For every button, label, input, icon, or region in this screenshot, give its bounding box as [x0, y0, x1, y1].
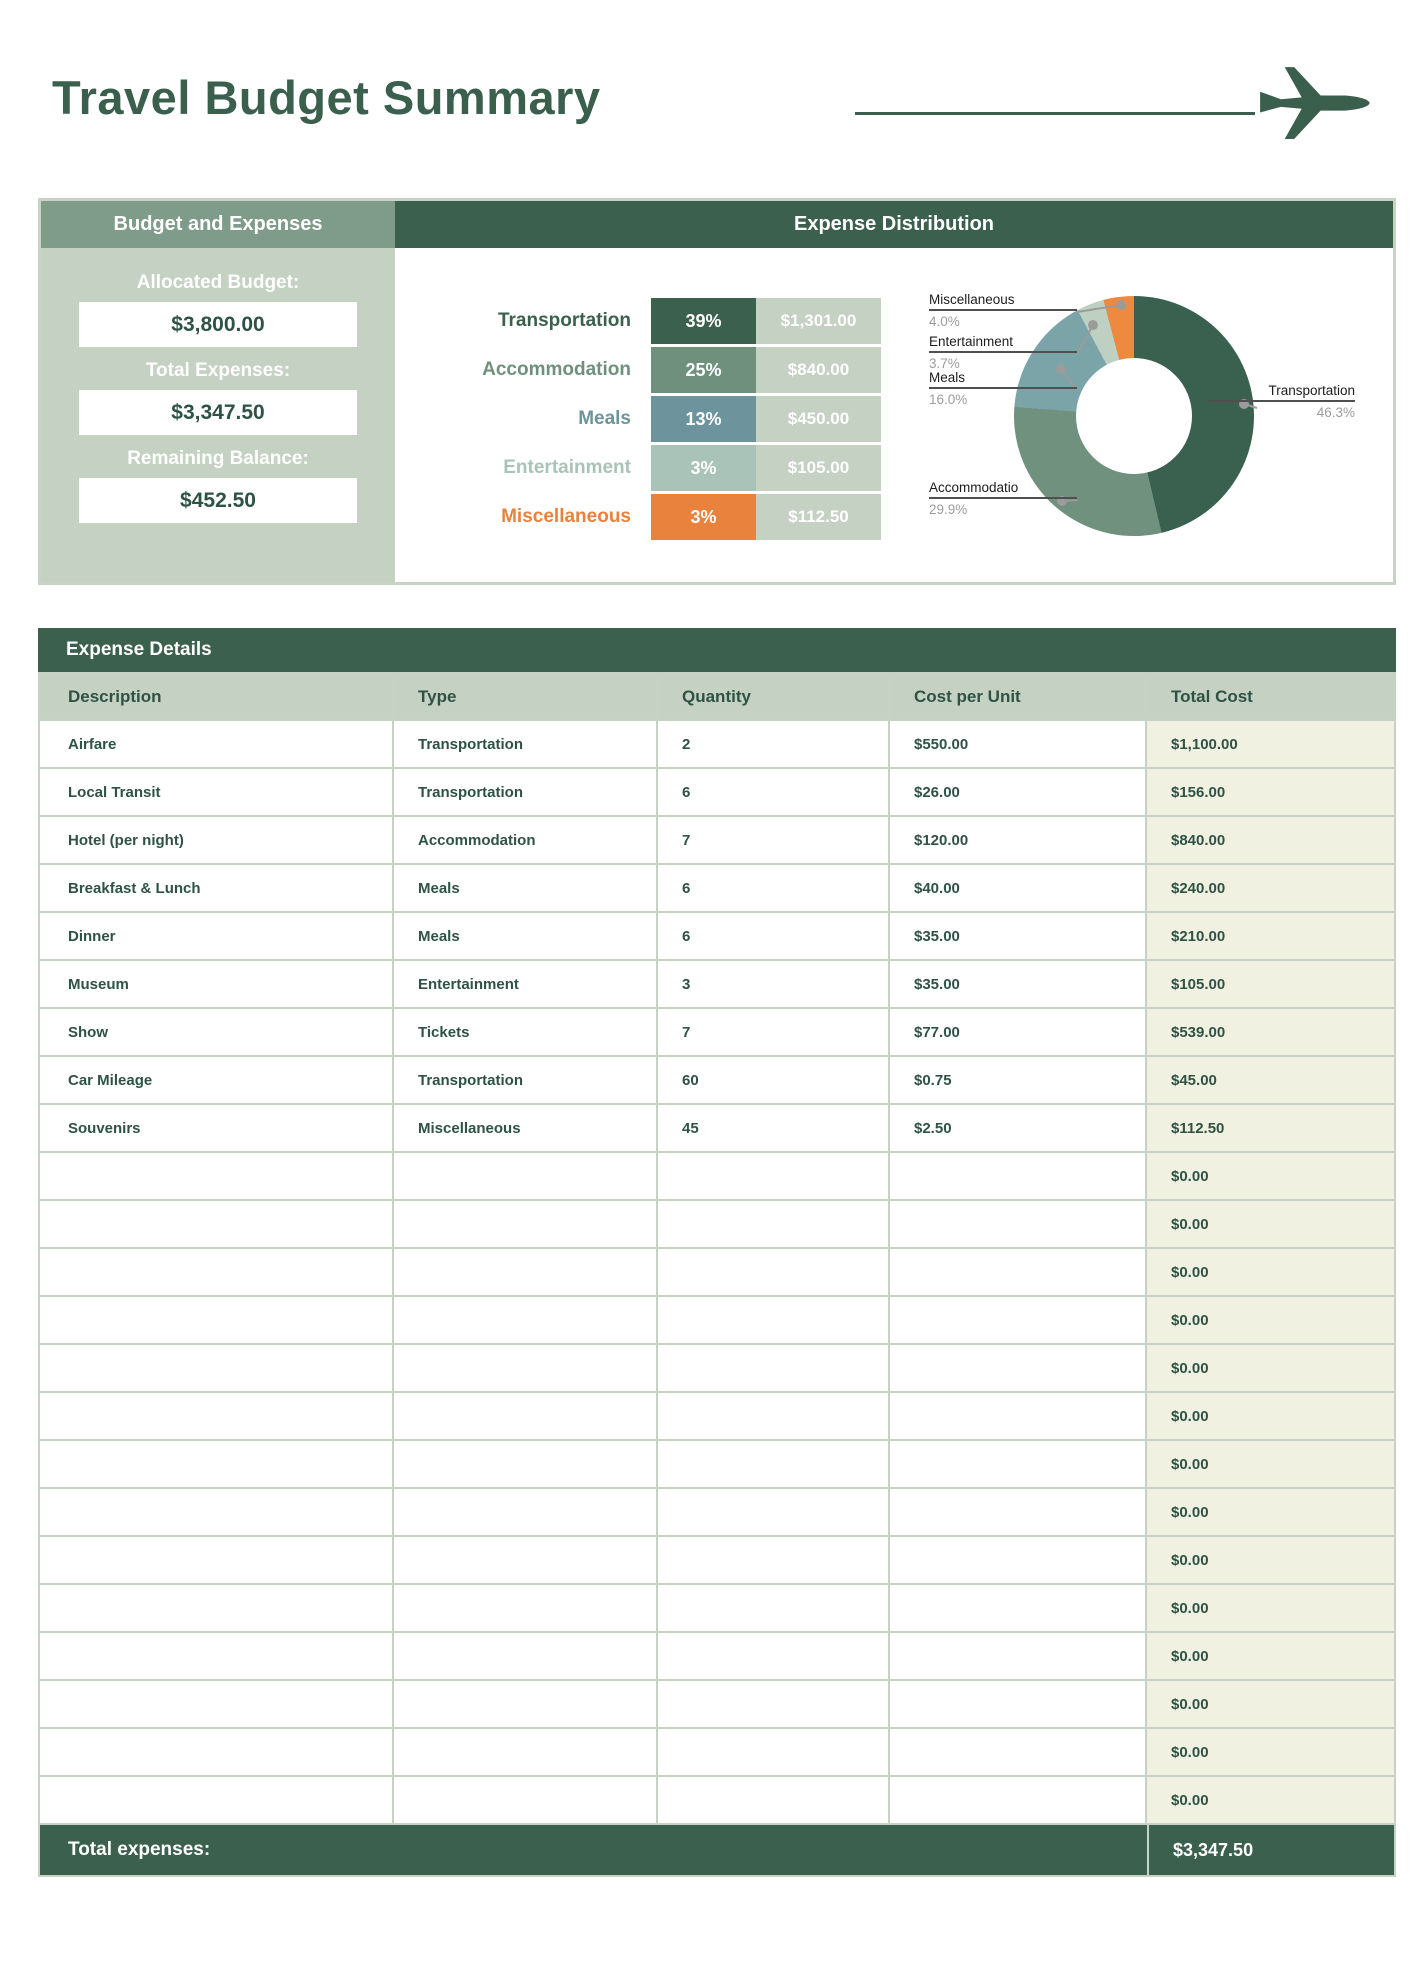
cell-description[interactable] — [40, 1537, 392, 1583]
column-header-total-cost: Total Cost — [1147, 674, 1394, 719]
cell-quantity[interactable] — [658, 1297, 888, 1343]
percent-bar: 25% — [651, 347, 756, 393]
cell-total-cost[interactable]: $210.00 — [1147, 913, 1394, 959]
budget-field-value[interactable]: $3,347.50 — [79, 390, 357, 435]
cell-quantity[interactable] — [658, 1201, 888, 1247]
cell-description[interactable]: Local Transit — [40, 769, 392, 815]
title-divider — [855, 112, 1255, 115]
cell-cost-per-unit[interactable]: $26.00 — [890, 769, 1145, 815]
cell-quantity[interactable]: 60 — [658, 1057, 888, 1103]
column-header-quantity: Quantity — [658, 674, 888, 719]
budget-field — [41, 360, 395, 435]
cell-quantity[interactable]: 2 — [658, 721, 888, 767]
cell-type[interactable] — [394, 1441, 656, 1487]
budget-panel — [41, 201, 395, 582]
cell-cost-per-unit[interactable]: $2.50 — [890, 1105, 1145, 1151]
budget-field — [41, 448, 395, 523]
distribution-row — [395, 445, 881, 491]
budget-panel-title: Budget and Expenses — [41, 201, 395, 248]
total-expenses-value: $3,347.50 — [1147, 1825, 1394, 1875]
expense-table-body — [38, 721, 1396, 1825]
total-row — [38, 1825, 1396, 1877]
donut-hole — [1076, 358, 1192, 474]
cell-type[interactable] — [394, 1489, 656, 1535]
cell-type[interactable]: Transportation — [394, 769, 656, 815]
cell-total-cost[interactable]: $0.00 — [1147, 1297, 1394, 1343]
budget-field-value[interactable]: $452.50 — [79, 478, 357, 523]
cell-type[interactable]: Transportation — [394, 1057, 656, 1103]
cell-description[interactable] — [40, 1153, 392, 1199]
cell-type[interactable] — [394, 1201, 656, 1247]
category-label: Accommodation — [482, 359, 631, 380]
cell-description[interactable] — [40, 1729, 392, 1775]
amount-bar: $1,301.00 — [756, 298, 881, 344]
cell-total-cost[interactable]: $240.00 — [1147, 865, 1394, 911]
cell-type[interactable]: Meals — [394, 865, 656, 911]
cell-quantity[interactable] — [658, 1393, 888, 1439]
budget-field-label: Remaining Balance: — [127, 448, 309, 469]
cell-cost-per-unit[interactable]: $40.00 — [890, 865, 1145, 911]
cell-cost-per-unit[interactable]: $0.75 — [890, 1057, 1145, 1103]
cell-total-cost[interactable]: $0.00 — [1147, 1681, 1394, 1727]
column-header-cost-per-unit: Cost per Unit — [890, 674, 1145, 719]
cell-type[interactable] — [394, 1297, 656, 1343]
cell-description[interactable]: Show — [40, 1009, 392, 1055]
cell-cost-per-unit[interactable] — [890, 1489, 1145, 1535]
cell-total-cost[interactable]: $0.00 — [1147, 1489, 1394, 1535]
cell-cost-per-unit[interactable] — [890, 1585, 1145, 1631]
cell-description[interactable] — [40, 1441, 392, 1487]
cell-total-cost[interactable]: $0.00 — [1147, 1153, 1394, 1199]
cell-quantity[interactable]: 6 — [658, 865, 888, 911]
cell-cost-per-unit[interactable] — [890, 1633, 1145, 1679]
cell-cost-per-unit[interactable]: $35.00 — [890, 961, 1145, 1007]
plane-icon — [1252, 52, 1376, 156]
chart-callout-miscellaneous: Miscellaneous 4.0% — [929, 292, 1077, 329]
distribution-row — [395, 298, 881, 344]
cell-cost-per-unit[interactable] — [890, 1537, 1145, 1583]
cell-description[interactable]: Souvenirs — [40, 1105, 392, 1151]
amount-bar: $840.00 — [756, 347, 881, 393]
cell-total-cost[interactable]: $840.00 — [1147, 817, 1394, 863]
cell-quantity[interactable] — [658, 1345, 888, 1391]
percent-bar: 3% — [651, 445, 756, 491]
cell-cost-per-unit[interactable] — [890, 1777, 1145, 1823]
cell-type[interactable] — [394, 1393, 656, 1439]
cell-quantity[interactable] — [658, 1681, 888, 1727]
cell-type[interactable] — [394, 1777, 656, 1823]
cell-quantity[interactable] — [658, 1777, 888, 1823]
cell-total-cost[interactable]: $0.00 — [1147, 1537, 1394, 1583]
amount-bar: $450.00 — [756, 396, 881, 442]
cell-cost-per-unit[interactable]: $77.00 — [890, 1009, 1145, 1055]
cell-type[interactable] — [394, 1585, 656, 1631]
cell-quantity[interactable]: 6 — [658, 913, 888, 959]
category-label: Meals — [578, 408, 631, 429]
distribution-panel-body — [395, 248, 1393, 582]
expense-table-title: Expense Details — [38, 628, 1396, 672]
cell-cost-per-unit[interactable] — [890, 1441, 1145, 1487]
cell-description[interactable]: Hotel (per night) — [40, 817, 392, 863]
cell-description[interactable] — [40, 1633, 392, 1679]
cell-quantity[interactable] — [658, 1633, 888, 1679]
cell-type[interactable]: Miscellaneous — [394, 1105, 656, 1151]
cell-type[interactable]: Meals — [394, 913, 656, 959]
cell-description[interactable] — [40, 1489, 392, 1535]
cell-description[interactable] — [40, 1777, 392, 1823]
cell-quantity[interactable] — [658, 1153, 888, 1199]
cell-total-cost[interactable]: $0.00 — [1147, 1585, 1394, 1631]
cell-cost-per-unit[interactable] — [890, 1153, 1145, 1199]
cell-quantity[interactable] — [658, 1729, 888, 1775]
budget-field-label: Allocated Budget: — [136, 272, 300, 293]
cell-type[interactable] — [394, 1153, 656, 1199]
column-header-description: Description — [40, 674, 392, 719]
cell-cost-per-unit[interactable] — [890, 1297, 1145, 1343]
cell-description[interactable]: Breakfast & Lunch — [40, 865, 392, 911]
cell-description[interactable] — [40, 1297, 392, 1343]
cell-description[interactable]: Car Mileage — [40, 1057, 392, 1103]
cell-quantity[interactable] — [658, 1537, 888, 1583]
distribution-row — [395, 396, 881, 442]
page-title: Travel Budget Summary — [52, 71, 601, 124]
cell-total-cost[interactable]: $0.00 — [1147, 1201, 1394, 1247]
total-expenses-label: Total expenses: — [68, 1839, 211, 1860]
cell-cost-per-unit[interactable]: $120.00 — [890, 817, 1145, 863]
cell-quantity[interactable]: 7 — [658, 1009, 888, 1055]
chart-callout-transportation: Transportation 46.3% — [1207, 383, 1355, 420]
distribution-row — [395, 494, 881, 540]
distribution-panel-title: Expense Distribution — [395, 201, 1393, 248]
cell-description[interactable]: Dinner — [40, 913, 392, 959]
cell-cost-per-unit[interactable] — [890, 1393, 1145, 1439]
cell-description[interactable]: Airfare — [40, 721, 392, 767]
cell-cost-per-unit[interactable] — [890, 1681, 1145, 1727]
cell-type[interactable] — [394, 1633, 656, 1679]
cell-quantity[interactable] — [658, 1489, 888, 1535]
cell-total-cost[interactable]: $0.00 — [1147, 1777, 1394, 1823]
chart-callout-meals: Meals 16.0% — [929, 370, 1077, 407]
budget-panel-body — [41, 248, 395, 582]
category-label: Entertainment — [503, 457, 631, 478]
cell-total-cost[interactable]: $0.00 — [1147, 1249, 1394, 1295]
budget-field-value[interactable]: $3,800.00 — [79, 302, 357, 347]
cell-description[interactable] — [40, 1201, 392, 1247]
cell-total-cost[interactable]: $0.00 — [1147, 1393, 1394, 1439]
expense-table — [38, 628, 1396, 1877]
amount-bar: $112.50 — [756, 494, 881, 540]
cell-total-cost[interactable]: $0.00 — [1147, 1729, 1394, 1775]
cell-type[interactable] — [394, 1537, 656, 1583]
percent-bar: 3% — [651, 494, 756, 540]
cell-total-cost[interactable]: $0.00 — [1147, 1441, 1394, 1487]
cell-cost-per-unit[interactable] — [890, 1249, 1145, 1295]
cell-quantity[interactable] — [658, 1585, 888, 1631]
cell-quantity[interactable] — [658, 1441, 888, 1487]
cell-total-cost[interactable]: $112.50 — [1147, 1105, 1394, 1151]
summary-section — [38, 198, 1396, 585]
cell-cost-per-unit[interactable] — [890, 1201, 1145, 1247]
chart-callout-entertainment: Entertainment 3.7% — [929, 334, 1077, 371]
cell-total-cost[interactable]: $539.00 — [1147, 1009, 1394, 1055]
budget-field — [41, 272, 395, 347]
budget-field-label: Total Expenses: — [145, 360, 291, 381]
cell-cost-per-unit[interactable] — [890, 1345, 1145, 1391]
expense-table-grid — [38, 672, 1396, 721]
cell-type[interactable] — [394, 1249, 656, 1295]
cell-description[interactable]: Museum — [40, 961, 392, 1007]
cell-cost-per-unit[interactable]: $35.00 — [890, 913, 1145, 959]
cell-type[interactable] — [394, 1729, 656, 1775]
cell-cost-per-unit[interactable] — [890, 1729, 1145, 1775]
cell-type[interactable] — [394, 1345, 656, 1391]
cell-quantity[interactable] — [658, 1249, 888, 1295]
cell-total-cost[interactable]: $45.00 — [1147, 1057, 1394, 1103]
cell-quantity[interactable]: 6 — [658, 769, 888, 815]
distribution-panel — [395, 201, 1393, 582]
cell-quantity[interactable]: 3 — [658, 961, 888, 1007]
cell-description[interactable] — [40, 1249, 392, 1295]
cell-description[interactable] — [40, 1585, 392, 1631]
chart-callout-accommodation: Accommodatio 29.9% — [929, 480, 1077, 517]
cell-quantity[interactable]: 7 — [658, 817, 888, 863]
cell-description[interactable] — [40, 1393, 392, 1439]
cell-type[interactable]: Entertainment — [394, 961, 656, 1007]
category-label: Miscellaneous — [501, 506, 631, 527]
cell-quantity[interactable]: 45 — [658, 1105, 888, 1151]
column-header-type: Type — [394, 674, 656, 719]
cell-total-cost[interactable]: $0.00 — [1147, 1345, 1394, 1391]
cell-type[interactable]: Accommodation — [394, 817, 656, 863]
cell-type[interactable]: Transportation — [394, 721, 656, 767]
distribution-row — [395, 347, 881, 393]
cell-description[interactable] — [40, 1345, 392, 1391]
cell-type[interactable]: Tickets — [394, 1009, 656, 1055]
category-label: Transportation — [497, 310, 631, 331]
cell-total-cost[interactable]: $1,100.00 — [1147, 721, 1394, 767]
cell-cost-per-unit[interactable]: $550.00 — [890, 721, 1145, 767]
percent-bar: 39% — [651, 298, 756, 344]
cell-total-cost[interactable]: $105.00 — [1147, 961, 1394, 1007]
cell-description[interactable] — [40, 1681, 392, 1727]
amount-bar: $105.00 — [756, 445, 881, 491]
distribution-rows — [395, 298, 881, 543]
cell-type[interactable] — [394, 1681, 656, 1727]
cell-total-cost[interactable]: $156.00 — [1147, 769, 1394, 815]
cell-total-cost[interactable]: $0.00 — [1147, 1633, 1394, 1679]
percent-bar: 13% — [651, 396, 756, 442]
